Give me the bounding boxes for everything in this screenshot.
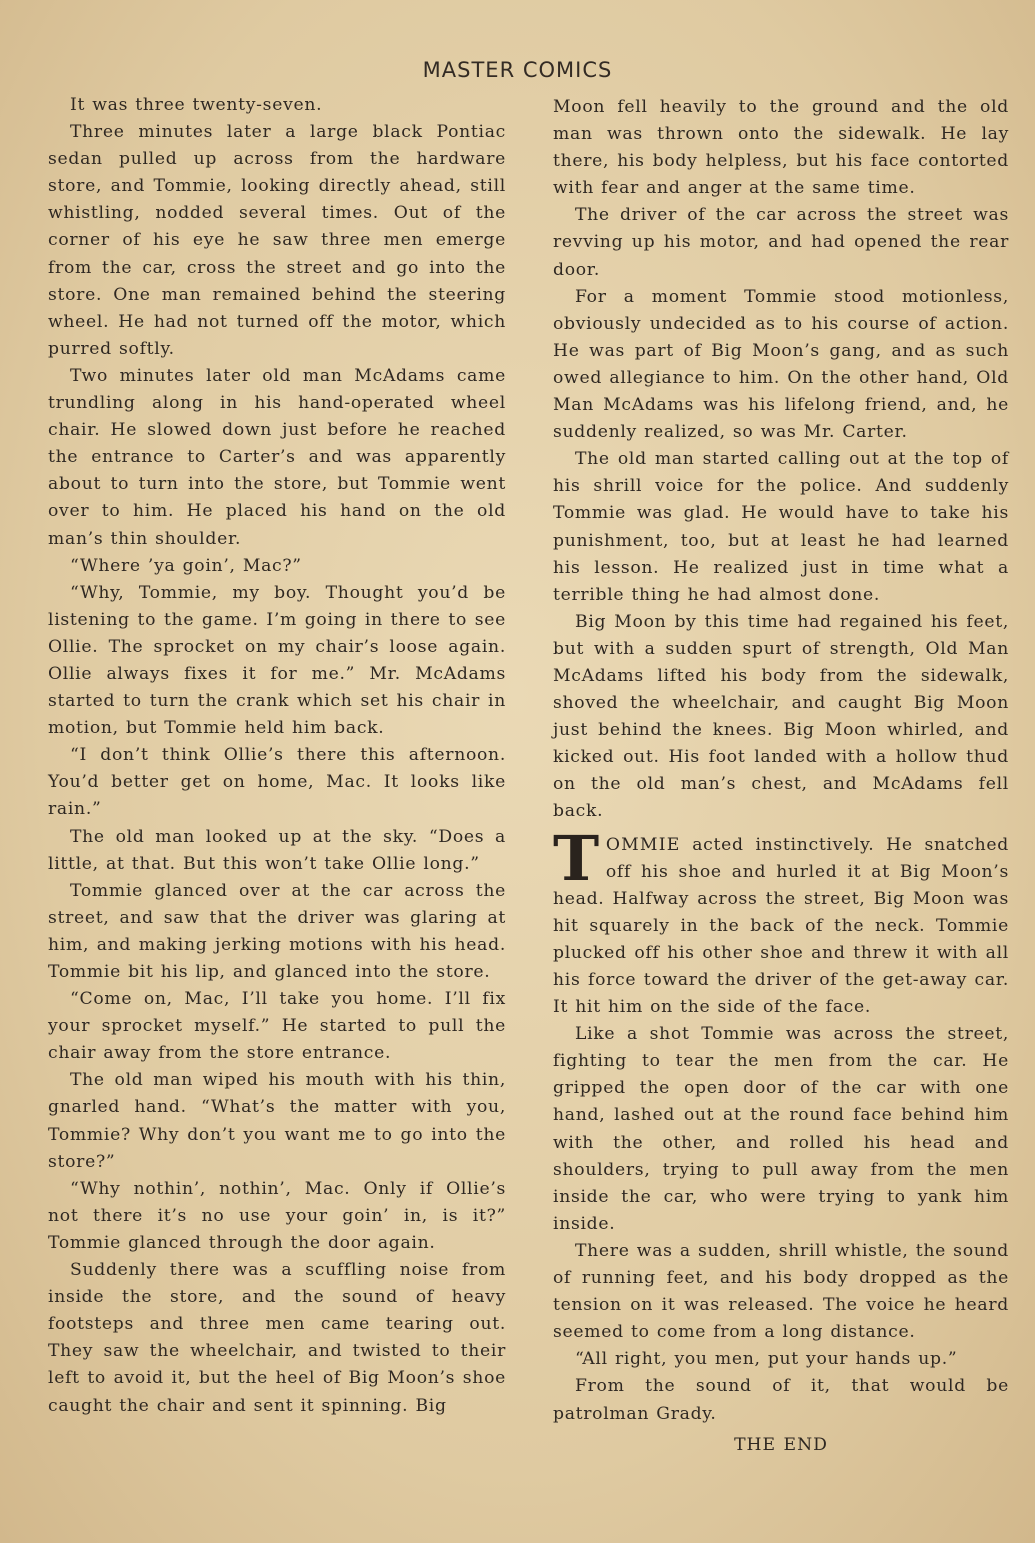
end-marker: THE END [734,1434,828,1455]
paragraph: The driver of the car across the street was revving up his motor, and had opened the rear door. [553,205,1009,280]
paragraph: “Why, Tommie, my boy. Thought you’d be listening to the game. I’m going in there to see Ollie. The sprocket on my chair’s loose again. Ollie always fixes it for me.” Mr. McAdams started to turn the crank which set his chair in motion, but Tommie held him back. [48,582,506,739]
paragraph: For a moment Tommie stood motionless, obviously undecided as to his course of action. He was part of Big Moon’s gang, and as such owed allegiance to him. On the other hand, Old Man McAdams was his lifelong friend, and, he suddenly realized, so was Mr. Carter. [553,286,1009,443]
paragraph: Tommie glanced over at the car across the street, and saw that the driver was glaring at him, and making jerking motions with his head. Tommie bit his lip, and glanced into the store. [48,880,506,982]
left-column [48,92,506,1420]
paragraph: “Come on, Mac, I’ll take you home. I’ll fix your sprocket myself.” He started to pull the chair away from the store entrance. [48,989,506,1064]
drop-cap-caps: OMMIE [605,834,681,855]
paragraph: Three minutes later a large black Pontiac sedan pulled up across from the hardware store, and Tommie, looking directly ahead, still whistling, nodded several times. Out of the corner of his eye he saw three men emerge from the car, cross the street and go into the store. One man remained behind the steering wheel. He had not turned off the motor, which purred softly. [48,122,506,359]
paragraph: The old man wiped his mouth with his thin, gnarled hand. “What’s the matter with you, Tommie? Why don’t you want me to go into the store?” [48,1070,506,1172]
paragraph: “Where ’ya goin’, Mac?” [70,555,302,576]
paragraph: The old man looked up at the sky. “Does a little, at that. But this won’t take Ollie long.” [48,826,506,874]
paragraph: Suddenly there was a scuffling noise from inside the store, and the sound of heavy footsteps and three men came tearing out. They saw the wheelchair, and twisted to their left to avoid it, but the heel of Big Moon’s shoe caught the chair and sent it spinning. Big [48,1260,506,1416]
paragraph: The old man started calling out at the top of his shrill voice for the police. And suddenly Tommie was glad. He would have to take his punishment, too, but at least he had learned his lesson. He realized just in time what a terrible thing he had almost done. [553,449,1009,605]
paragraph: From the sound of it, that would be patrolman Grady. [553,1376,1009,1424]
paragraph: Two minutes later old man McAdams came trundling along in his hand-operated wheel chair. He slowed down just before he reached the entrance to Carter’s and was apparently about to turn into the store, but Tommie went over to him. He placed his hand on the old man’s thin shoulder. [48,365,506,549]
drop-cap-paragraph [553,821,1009,1022]
paragraph: There was a sudden, shrill whistle, the sound of running feet, and his body dropped as the tension on it was released. The voice he heard seemed to come from a long distance. [553,1240,1009,1343]
paragraph: “I don’t think Ollie’s there this afternoon. You’d better get on home, Mac. It looks like rain.” [48,745,506,820]
drop-cap-letter: T [553,821,600,895]
paragraph: Big Moon by this time had regained his feet, but with a sudden spurt of strength, Old Man McAdams lifted his body from the sidewalk, shoved the wheelchair, and caught Big Moon just behind the knees. Big Moon whirled, and kicked out. His foot landed with a hollow thud on the old man’s chest, and McAdams fell back. [553,611,1009,822]
right-column [553,94,1009,1459]
paragraph: “Why nothin’, nothin’, Mac. Only if Ollie’s not there it’s no use your goin’ in, is it?” Tommie glanced through the door again. [48,1178,506,1253]
paragraph: “All right, you men, put your hands up.” [575,1349,958,1370]
page-header: MASTER COMICS [422,58,613,82]
paragraph-continuation: Moon fell heavily to the ground and the old man was thrown onto the sidewalk. He lay there, his body helpless, but his face contorted with fear and anger at the same time. [553,97,1009,199]
drop-cap-text: acted instinctively. He snatched off his shoe and hurled it at Big Moon’s head. Halfway across the street, Big Moon was hit squarely in the back of the neck. Tommie plucked off his other shoe and threw it with all his force toward the driver of the get-away car. It hit him on the side of the face. [553,834,1009,1018]
paragraph: Like a shot Tommie was across the street, fighting to tear the men from the car. He gripped the open door of the car with one hand, lashed out at the round face behind him with the other, and rolled his head and shoulders, trying to pull away from the men inside the car, who were trying to yank him inside. [553,1024,1009,1234]
paragraph: It was three twenty-seven. [70,95,323,115]
